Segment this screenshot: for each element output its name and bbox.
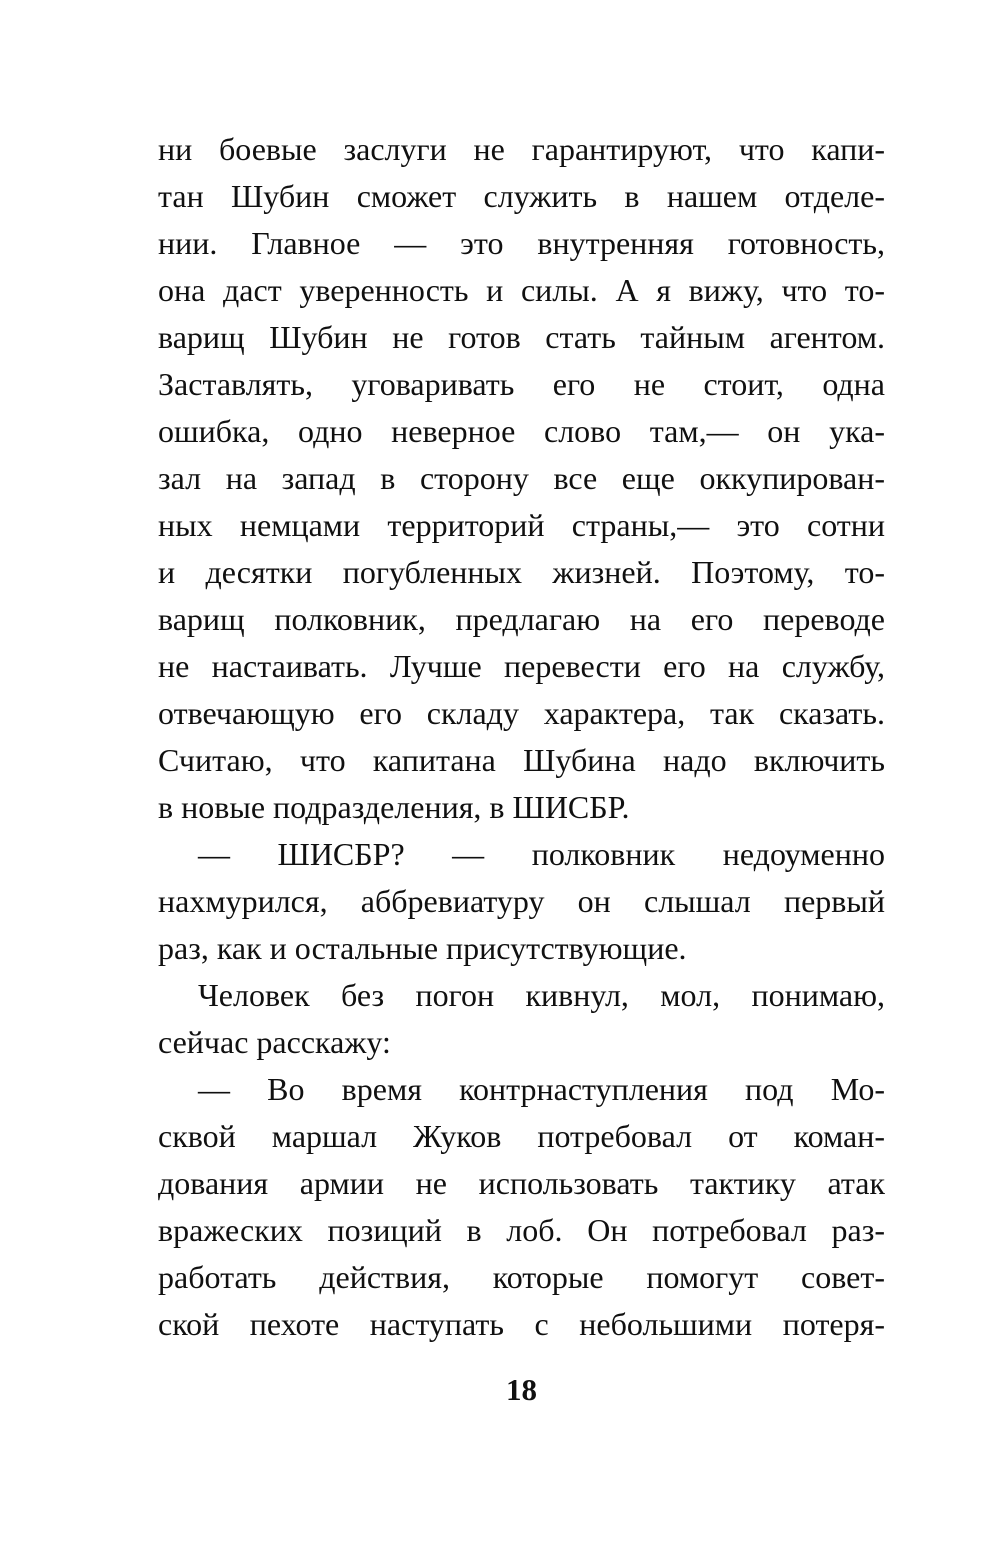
text-line: ошибка, одно неверное слово там,— он ука-: [158, 413, 885, 449]
text-line: варищ полковник, предлагаю на его переводе: [158, 601, 885, 637]
text-line: нии. Главное — это внутренняя готовность,: [158, 225, 885, 261]
text-line: в новые подразделения, в ШИСБР.: [158, 789, 630, 825]
text-line: не настаивать. Лучше перевести его на службу,: [158, 648, 885, 684]
text-line: дования армии не использовать тактику атак: [158, 1165, 885, 1201]
text-line: она даст уверенность и силы. А я вижу, что то-: [158, 272, 885, 308]
text-line: ской пехоте наступать с небольшими потеря-: [158, 1306, 885, 1342]
text-line: тан Шубин сможет служить в нашем отделе-: [158, 178, 885, 214]
text-line: зал на запад в сторону все еще оккупирован-: [158, 460, 885, 496]
text-line: сквой маршал Жуков потребовал от коман-: [158, 1118, 885, 1154]
text-column: [158, 126, 885, 1348]
text-line: нахмурился, аббревиатуру он слышал первый: [158, 883, 885, 919]
text-line: Считаю, что капитана Шубина надо включить: [158, 742, 885, 778]
text-line: ных немцами территорий страны,— это сотни: [158, 507, 885, 543]
text-line: — Во время контрнаступления под Мо-: [198, 1071, 885, 1107]
text-line: варищ Шубин не готов стать тайным агентом.: [158, 319, 885, 355]
text-line: отвечающую его складу характера, так сказать.: [158, 695, 885, 731]
text-line: ни боевые заслуги не гарантируют, что капи-: [158, 131, 885, 167]
text-line: — ШИСБР? — полковник недоуменно: [198, 836, 885, 872]
text-line: сейчас расскажу:: [158, 1024, 391, 1060]
text-line: вражеских позиций в лоб. Он потребовал раз-: [158, 1212, 885, 1248]
text-line: Человек без погон кивнул, мол, понимаю,: [198, 977, 885, 1013]
page-number: 18: [506, 1372, 537, 1407]
text-line: и десятки погубленных жизней. Поэтому, то-: [158, 554, 885, 590]
text-line: раз, как и остальные присутствующие.: [158, 930, 687, 966]
text-line: Заставлять, уговаривать его не стоит, одна: [158, 366, 885, 402]
text-line: работать действия, которые помогут совет-: [158, 1259, 885, 1295]
